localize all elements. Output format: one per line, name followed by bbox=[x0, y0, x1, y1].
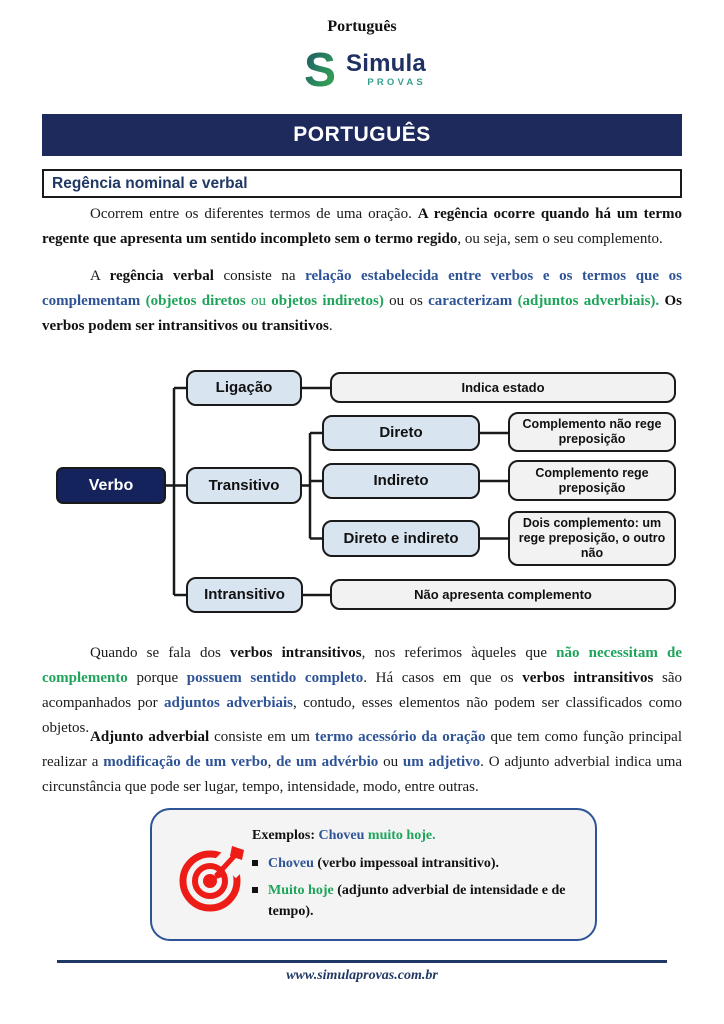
text-segment: (verbo impessoal intransitivo). bbox=[317, 856, 500, 871]
text-segment: verbos intransitivos bbox=[522, 670, 654, 686]
bullet-square-icon bbox=[252, 860, 258, 866]
text-segment: consiste na bbox=[213, 268, 306, 284]
text-segment: não necessitam de complemento bbox=[42, 645, 682, 686]
text-segment: muito hoje. bbox=[364, 828, 436, 843]
text-segment: (adjunto adverbial de intensidade e de tempo). bbox=[268, 883, 566, 919]
text-segment: , bbox=[267, 754, 277, 770]
text-segment: , contudo, esses elementos não podem ser classificados como objetos. bbox=[42, 695, 682, 736]
logo-subtitle: PROVAS bbox=[367, 77, 426, 89]
logo-wordmark bbox=[346, 52, 426, 88]
diagram-node-verbo: Verbo bbox=[56, 467, 166, 504]
text-segment: , ou seja, sem o seu complemento. bbox=[457, 231, 663, 247]
example-title bbox=[252, 828, 580, 844]
logo-s-icon bbox=[298, 46, 342, 94]
list-item-text bbox=[268, 854, 499, 874]
text-segment: ou bbox=[378, 754, 403, 770]
example-box bbox=[150, 808, 597, 941]
text-segment: que tem como função principal realizar a bbox=[42, 729, 682, 770]
example-list bbox=[252, 854, 580, 922]
text-segment: ou bbox=[250, 293, 266, 309]
diagram-node-transitivo: Transitivo bbox=[186, 467, 302, 504]
page-title: Português bbox=[327, 18, 397, 35]
bullet-square-icon bbox=[252, 887, 258, 893]
paragraph-4 bbox=[42, 725, 682, 800]
text-segment: A bbox=[90, 268, 110, 284]
svg-text:S: S bbox=[304, 46, 337, 94]
text-segment: são acompanhados por bbox=[42, 670, 682, 711]
verb-regency-diagram bbox=[42, 358, 682, 622]
list-item bbox=[252, 881, 580, 922]
text-segment: possuem sentido completo bbox=[186, 670, 364, 686]
target-icon bbox=[176, 842, 248, 914]
text-segment: Adjunto adverbial bbox=[90, 729, 210, 745]
diagram-node-direto: Direto bbox=[322, 415, 480, 451]
section-heading-title: Regência nominal e verbal bbox=[52, 174, 248, 192]
text-segment: . O adjunto adverbial indica uma circunstância que pode ser lugar, tempo, intensidade, modo, entre outras. bbox=[42, 754, 683, 795]
diagram-node-direto-e-indireto: Direto e indireto bbox=[322, 520, 480, 557]
simula-provas-logo bbox=[0, 46, 724, 94]
text-segment: caracterizam bbox=[428, 293, 513, 309]
list-item bbox=[252, 854, 580, 874]
text-segment: Choveu bbox=[318, 828, 365, 843]
text-segment: Ocorrem entre os diferentes termos de uma oração. bbox=[90, 206, 418, 222]
diagram-desc-direto-e-indireto: Dois complemento: um rege preposição, o outro não bbox=[508, 511, 676, 566]
section-heading bbox=[42, 169, 682, 198]
text-segment: um adjetivo bbox=[402, 754, 481, 770]
text-segment: ou os bbox=[383, 293, 429, 309]
text-segment: Muito hoje bbox=[268, 883, 338, 899]
paragraph-2 bbox=[42, 264, 682, 339]
example-content bbox=[252, 828, 580, 929]
diagram-node-ligacao: Ligação bbox=[186, 370, 302, 406]
text-segment: Quando se fala dos bbox=[90, 645, 230, 661]
text-segment: , nos referimos àqueles que bbox=[361, 645, 557, 661]
text-segment: A regência ocorre quando há um termo regente que apresenta um sentido incompleto sem o termo regido bbox=[42, 206, 682, 247]
paragraph-1 bbox=[42, 202, 682, 252]
subject-banner-title: PORTUGUÊS bbox=[293, 123, 431, 146]
text-segment: consiste em um bbox=[209, 729, 315, 745]
footer-url[interactable]: www.simulaprovas.com.br bbox=[286, 968, 438, 983]
list-item-text bbox=[268, 881, 580, 922]
diagram-desc-indireto: Complemento rege preposição bbox=[508, 460, 676, 501]
text-segment: adjuntos adverbiais bbox=[164, 695, 294, 711]
logo-name: Simula bbox=[346, 50, 426, 78]
text-segment: termo acessório da oração bbox=[314, 729, 486, 745]
text-segment: . Há casos em que os bbox=[363, 670, 523, 686]
diagram-desc-intransitivo: Não apresenta complemento bbox=[330, 579, 676, 610]
subject-banner bbox=[42, 114, 682, 156]
text-segment: relação estabelecida entre verbos e os termos que os complementam bbox=[42, 268, 682, 309]
text-segment: de um advérbio bbox=[276, 754, 379, 770]
diagram-desc-direto: Complemento não rege preposição bbox=[508, 412, 676, 452]
text-segment: (adjuntos adverbiais). bbox=[517, 293, 665, 309]
text-segment: . bbox=[328, 318, 333, 334]
diagram-desc-ligacao: Indica estado bbox=[330, 372, 676, 403]
text-segment: Os verbos podem ser intransitivos ou transitivos bbox=[42, 293, 682, 334]
text-segment: objetos indiretos) bbox=[265, 293, 384, 309]
text-segment: regência verbal bbox=[109, 268, 214, 284]
footer-divider bbox=[57, 960, 667, 963]
diagram-node-indireto: Indireto bbox=[322, 463, 480, 499]
text-segment: verbos intransitivos bbox=[229, 645, 362, 661]
diagram-node-intransitivo: Intransitivo bbox=[186, 577, 303, 613]
text-segment: modificação de um verbo bbox=[103, 754, 268, 770]
text-segment: porque bbox=[127, 670, 187, 686]
text-segment: (objetos diretos bbox=[145, 293, 251, 309]
text-segment: Exemplos: bbox=[252, 828, 319, 843]
text-segment: Choveu bbox=[268, 856, 318, 871]
